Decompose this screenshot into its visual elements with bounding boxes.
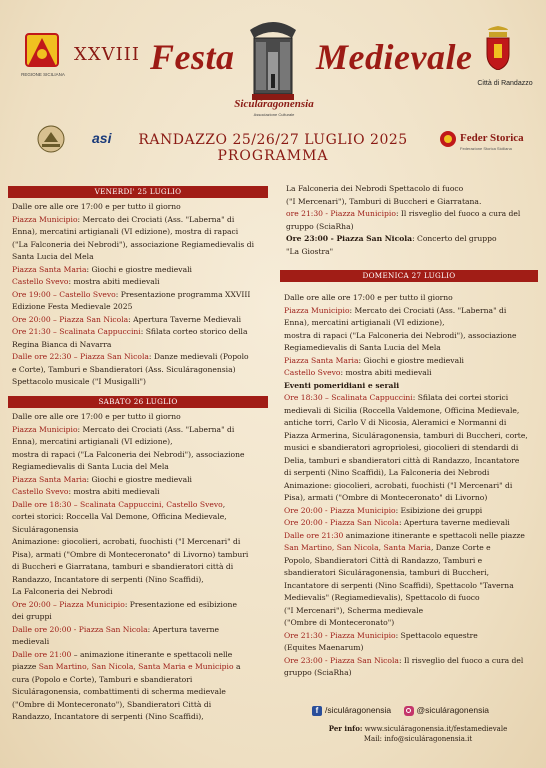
schedule-text: Delia, tamburi e sbandieratori città di Randazzo, Incantatore	[284, 455, 520, 465]
facebook-icon: f	[312, 706, 322, 716]
schedule-line	[284, 617, 538, 630]
schedule-highlight: Dalle ore 21:30	[284, 530, 344, 540]
schedule-line	[284, 292, 538, 305]
schedule-highlight: Castello Svevo	[284, 368, 341, 377]
schedule-text: Regina Bianca di Navarra	[12, 339, 112, 349]
schedule-line	[12, 624, 270, 637]
schedule-text: medievali di Sicilia (Roccella Valdemone, Officina Medievale,	[284, 405, 520, 415]
schedule-highlight: Ore 20:00 – Piazza Municipio	[12, 599, 125, 609]
schedule-text: e Corte), Tamburi e Sbandieratori (Ass. Siculáragonensia)	[12, 364, 236, 374]
schedule-line	[12, 599, 270, 612]
asi-logo: asi	[92, 130, 112, 146]
schedule-line	[284, 567, 538, 580]
city-name: Città di Randazzo	[477, 80, 533, 87]
schedule-text: gruppo (SciaRha)	[284, 668, 352, 677]
schedule-highlight: Ore 23:00 - Piazza San Nicola	[284, 655, 399, 665]
schedule-line	[284, 542, 538, 555]
schedule-line	[12, 239, 270, 252]
schedule-highlight: Ore 21:30 – Scalinata Cappuccini	[12, 327, 141, 336]
schedule-text: Piazza Armerina, Siculáragonensia, tamburi di Buccheri, corte,	[284, 430, 528, 440]
friday-schedule	[12, 201, 270, 389]
schedule-line	[12, 636, 270, 649]
schedule-text: : Sfilata dei cortei storici	[412, 393, 509, 402]
schedule-line	[284, 380, 538, 393]
schedule-text: medievali	[12, 637, 50, 646]
day-heading-sunday: DOMENICA 27 LUGLIO	[280, 270, 538, 282]
schedule-text: Dalle ore alle ore 17:00 e per tutto il giorno	[12, 202, 181, 211]
schedule-text: ,	[222, 499, 226, 509]
schedule-text: Pisa), armati ("Ombre di Monteceronato" di Livorno)	[284, 493, 488, 502]
schedule-text: : Mercato dei Crociati (Ass. "Laberna" di	[349, 305, 507, 315]
schedule-line	[284, 442, 538, 455]
schedule-text: ("La Falconeria dei Nebrodi"), associazione Regiamedievalis di	[12, 239, 255, 249]
schedule-highlight: Dalle ore 22:30 – Piazza San Nicola	[12, 352, 149, 361]
schedule-line	[284, 642, 538, 655]
schedule-highlight: Piazza Municipio	[12, 424, 78, 434]
schedule-text: gruppo (SciaRha)	[286, 221, 354, 231]
sunday-schedule	[284, 292, 538, 680]
saturday-schedule	[12, 411, 270, 724]
schedule-line	[12, 511, 270, 524]
schedule-text: , Danze Corte e	[430, 543, 491, 552]
schedule-highlight: Dalle ore 20:00 - Piazza San Nicola	[12, 624, 148, 634]
schedule-highlight: Eventi pomeridiani e serali	[284, 380, 400, 390]
schedule-line	[12, 711, 270, 724]
schedule-line	[12, 339, 270, 352]
schedule-text: musici e sbandieratori agropriolesi, giocolieri di stendardi di	[284, 443, 519, 452]
schedule-line	[12, 276, 270, 289]
title-festa: Festa	[150, 37, 235, 77]
schedule-text: Regiamedievalis di Santa Lucia del Mela	[12, 462, 169, 471]
schedule-highlight: Ore 20:00 - Piazza Municipio	[284, 505, 396, 515]
schedule-text: Randazzo, Incantatore di serpenti (Nino Scaffidi),	[12, 712, 204, 721]
schedule-line	[284, 367, 538, 380]
schedule-text: ("I Mercenari"), Scherma medievale	[284, 605, 424, 615]
schedule-text: : Giochi e giostre medievali	[358, 355, 464, 365]
schedule-line	[284, 480, 538, 493]
schedule-line	[12, 499, 270, 512]
schedule-line	[284, 592, 538, 605]
schedule-line	[284, 392, 538, 405]
schedule-highlight: Piazza Municipio	[284, 305, 350, 315]
castle-logo-icon	[242, 16, 304, 102]
footer-info	[300, 724, 536, 744]
schedule-line	[12, 301, 270, 314]
brand-subtitle: Associazione Culturale	[253, 112, 295, 117]
schedule-text: a	[233, 662, 241, 671]
schedule-line	[286, 246, 538, 259]
schedule-text: Santa Lucia del Mela	[12, 252, 94, 261]
schedule-text: : mostra abiti medievali	[68, 487, 160, 496]
schedule-line	[12, 461, 270, 474]
schedule-line	[12, 686, 270, 699]
schedule-text: : Concerto del gruppo	[412, 234, 497, 243]
instagram-icon	[404, 706, 414, 716]
schedule-line	[284, 555, 538, 568]
schedule-text: Animazione: giocolieri, acrobati, fuochisti ("I Mercenari" di	[284, 480, 513, 490]
schedule-highlight: Ore 23:00 - Piazza San Nicola	[286, 234, 413, 243]
schedule-text: – animazione itinerante e spettacoli nelle	[71, 649, 233, 659]
schedule-text: Popolo, Sbandieratori Città di Randazzo, Tamburi e	[284, 555, 483, 565]
title-medievale: Medievale	[316, 37, 473, 77]
schedule-text: : mostra abiti medievali	[340, 368, 432, 377]
schedule-highlight: Ore 21:30 - Piazza Municipio	[284, 630, 396, 640]
day-heading-saturday: SABATO 26 LUGLIO	[8, 396, 268, 408]
schedule-text: : Esibizione dei gruppi	[395, 505, 483, 515]
schedule-line	[12, 436, 270, 449]
schedule-text: Enna), mercatini artigianali (VI edizione), mostra di rapaci	[12, 227, 239, 236]
schedule-text: La Falconeria dei Nebrodi	[12, 587, 113, 596]
feder-storica-name: Feder Storica	[460, 132, 524, 144]
schedule-line	[12, 264, 270, 277]
schedule-line	[12, 376, 270, 389]
schedule-highlight: Castello Svevo	[12, 487, 69, 496]
day-heading-friday: VENERDI' 25 LUGLIO	[8, 186, 268, 198]
schedule-text: : Giochi e giostre medievali	[86, 474, 192, 484]
schedule-line	[12, 486, 270, 499]
info-label: Per info:	[328, 724, 363, 733]
schedule-text: ("Ombre di Monteceronato"), Sbandieratori Città di	[12, 699, 212, 709]
schedule-highlight: Piazza Santa Maria	[12, 474, 87, 484]
schedule-text: cortei storici: Roccella Val Demone, Officina Medievale,	[12, 512, 227, 521]
schedule-text: Incantatore di serpenti (Nino Scaffidi), Spettacolo "Taverna	[284, 580, 514, 590]
schedule-text: Animazione: giocolieri, acrobati, fuochisti ("I Mercenari" di	[12, 537, 241, 546]
schedule-line	[12, 351, 270, 364]
schedule-text: mostra di rapaci ("La Falconeria dei Nebrodi"), associazione	[12, 449, 245, 459]
schedule-line	[12, 411, 270, 424]
schedule-text: La Falconeria dei Nebrodi Spettacolo di fuoco	[286, 184, 464, 193]
schedule-line	[12, 326, 270, 339]
feder-storica-subtitle: Federazione Storica Siciliana	[460, 146, 512, 151]
schedule-line	[12, 536, 270, 549]
schedule-text: Randazzo, Incantatore di serpenti (Nino Scaffidi),	[12, 574, 204, 584]
schedule-highlight: Ore 19:00 – Castello Svevo	[12, 289, 116, 299]
instagram-link[interactable]: @siculáragonensia	[416, 705, 489, 715]
schedule-text: Edizione Festa Medievale 2025	[12, 302, 133, 311]
schedule-line	[12, 549, 270, 562]
schedule-text: Enna), mercatini artigianali (VI edizione),	[284, 318, 445, 327]
city-crest-icon	[484, 26, 512, 70]
schedule-text: "La Giostra"	[286, 246, 334, 256]
schedule-text: : Il risveglio del fuoco a cura del	[395, 209, 521, 218]
schedule-highlight: San Martino, San Nicola, Santa Maria e Municipio	[38, 662, 234, 671]
website-link[interactable]: www.siculáragonensia.it/festamedievale	[364, 725, 508, 733]
schedule-text: Siculáragonensia, combattimenti di scherma medievale	[12, 687, 226, 696]
schedule-highlight: Ore 20:00 – Piazza San Nicola	[12, 314, 129, 324]
programma-heading: PROGRAMMA	[217, 148, 329, 164]
schedule-text: : Sfilata corteo storico della	[140, 327, 248, 336]
schedule-line	[12, 449, 270, 462]
region-logo-icon	[24, 32, 60, 68]
schedule-line	[284, 430, 538, 443]
schedule-highlight: Castello Svevo	[12, 277, 69, 286]
schedule-line	[12, 586, 270, 599]
schedule-line	[12, 574, 270, 587]
schedule-highlight: Ore 20:00 - Piazza San Nicola	[284, 518, 399, 527]
schedule-line	[12, 201, 270, 214]
schedule-highlight: Piazza Municipio	[12, 214, 78, 224]
schedule-line	[12, 226, 270, 239]
schedule-text: Dalle ore alle ore 17:00 e per tutto il giorno	[284, 293, 453, 302]
schedule-text: Regiamedievalis di Santa Lucia del Mela	[284, 343, 441, 352]
schedule-highlight: San Martino, San Nicola, Santa Maria	[284, 543, 431, 552]
schedule-line	[284, 667, 538, 680]
schedule-text: di serpenti (Nino Scaffidi), La Falconeria dei Nebrodi	[284, 468, 490, 477]
brand-name: Siculáragonensia	[234, 98, 314, 110]
schedule-line	[286, 221, 538, 234]
social-links	[312, 705, 489, 716]
schedule-text: mostra di rapaci ("La Falconeria dei Nebrodi"), associazione	[284, 330, 517, 340]
schedule-line	[286, 196, 538, 209]
event-dates: RANDAZZO 25/26/27 LUGLIO 2025	[138, 132, 408, 148]
schedule-text: cura (Popolo e Corte), Tamburi e sbandieratori	[12, 674, 193, 684]
schedule-text: animazione itinerante e spettacoli nelle piazze	[343, 530, 525, 540]
schedule-line	[284, 530, 538, 543]
schedule-highlight: Piazza Santa Maria	[284, 355, 359, 365]
schedule-line	[284, 517, 538, 530]
schedule-line	[12, 314, 270, 327]
schedule-line	[286, 183, 538, 196]
region-text: REGIONE SICILIANA	[21, 72, 65, 77]
schedule-text: dei gruppi	[12, 612, 52, 621]
schedule-line	[284, 342, 538, 355]
schedule-line	[12, 474, 270, 487]
schedule-line	[284, 630, 538, 643]
schedule-text: : Il risveglio del fuoco a cura del	[398, 655, 524, 665]
schedule-text: (Equites Maenarum)	[284, 643, 364, 652]
schedule-text: : Presentazione programma XXVIII	[115, 289, 251, 299]
schedule-text: : Danze medievali (Popolo	[148, 352, 249, 361]
schedule-line	[12, 524, 270, 537]
schedule-line	[12, 661, 270, 674]
schedule-highlight: Ore 18:30 – Scalinata Cappuccini	[284, 393, 413, 402]
schedule-line	[284, 355, 538, 368]
schedule-text: Medievalis" (Regiamedievalis), Spettacolo di fuoco	[284, 593, 480, 602]
schedule-highlight: Dalle ore 21:00	[12, 649, 72, 659]
schedule-line	[284, 330, 538, 343]
schedule-text: piazze	[12, 662, 39, 671]
mail-link[interactable]: Mail: info@siculáragonensia.it	[363, 735, 473, 743]
schedule-text: Siculáragonensia	[12, 524, 79, 534]
schedule-line	[284, 317, 538, 330]
schedule-text: Pisa), armati ("Ombre di Monteceronato" di Livorno) tamburi	[12, 549, 249, 559]
schedule-line	[286, 233, 538, 246]
schedule-line	[12, 214, 270, 227]
schedule-text: : Apertura taverne medievali	[398, 518, 510, 527]
schedule-line	[284, 467, 538, 480]
edition-number: XXVIII	[74, 44, 140, 65]
schedule-highlight: ore 21:30 - Piazza Municipio	[286, 209, 396, 218]
schedule-line	[284, 505, 538, 518]
schedule-line	[284, 455, 538, 468]
schedule-text: : Apertura taverne	[147, 624, 220, 634]
schedule-line	[284, 492, 538, 505]
schedule-text: Dalle ore alle ore 17:00 e per tutto il giorno	[12, 412, 181, 421]
schedule-text: Enna), mercatini artigianali (VI edizione),	[12, 437, 173, 446]
schedule-text: : mostra abiti medievali	[68, 277, 160, 286]
schedule-line	[284, 580, 538, 593]
schedule-text: : Spettacolo equestre	[395, 630, 478, 640]
schedule-text: Spettacolo musicale ("I Musigalli")	[12, 377, 146, 386]
schedule-text: antiche torri, Carlo V di Nicosia, Aleramici e Normanni di	[284, 418, 507, 427]
schedule-line	[12, 364, 270, 377]
schedule-line	[12, 674, 270, 687]
schedule-line	[12, 424, 270, 437]
schedule-text: : Apertura Taverne Medievali	[128, 314, 242, 324]
schedule-line	[12, 611, 270, 624]
schedule-text: : Giochi e giostre medievali	[86, 264, 192, 274]
schedule-line	[12, 561, 270, 574]
schedule-line	[286, 208, 538, 221]
schedule-text: di Buccheri e Giarratana, tamburi e sbandieratori città di	[12, 562, 234, 571]
facebook-link[interactable]: /siculáragonensia	[325, 705, 392, 715]
schedule-text: sbandieratori Siculáragonensia, tamburi di Buccheri,	[284, 568, 490, 577]
schedule-highlight: Dalle ore 18:30 – Scalinata Cappuccini, Castello Svevo	[12, 499, 223, 509]
schedule-line	[12, 289, 270, 302]
schedule-line	[284, 605, 538, 618]
schedule-text: : Mercato dei Crociati (Ass. "Laberna" di	[77, 424, 235, 434]
schedule-text: : Presentazione ed esibizione	[124, 599, 237, 609]
schedule-line	[284, 655, 538, 668]
schedule-line	[284, 305, 538, 318]
schedule-line	[12, 251, 270, 264]
schedule-line	[284, 417, 538, 430]
schedule-line	[12, 699, 270, 712]
saturday-schedule-continued	[286, 183, 538, 258]
schedule-text: ("Ombre di Monteceronato")	[284, 618, 395, 627]
schedule-line	[12, 649, 270, 662]
schedule-highlight: Piazza Santa Maria	[12, 264, 87, 274]
schedule-text: : Mercato dei Crociati (Ass. "Laberna" di	[77, 214, 235, 224]
schedule-line	[284, 405, 538, 418]
schedule-text: ("I Mercenari"), Tamburi di Buccheri e Giarratana.	[286, 196, 482, 206]
